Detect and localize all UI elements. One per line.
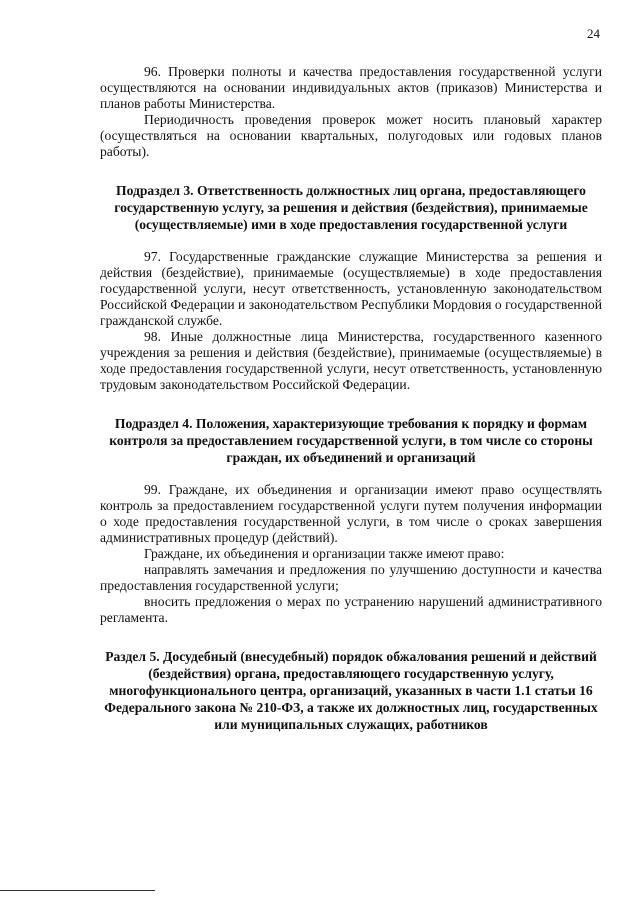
paragraph-remarks: направлять замечания и предложения по улучшению доступности и качества предоставления государственной услуги; (100, 562, 602, 593)
paragraph-rights: Граждане, их объединения и организации также имеют право: (144, 546, 505, 561)
paragraph-96: 96. Проверки полноты и качества предоставления государственной услуги осуществляются на основании индивидуальных актов (приказов) Министерства и планов работы Министерства. (100, 64, 602, 111)
footer-rule (0, 890, 155, 891)
paragraph-98: 98. Иные должностные лица Министерства, государственного казенного учреждения за решения и действия (бездействие), принимаемые (осуществляемые) в ходе предоставления государственной услуги, несут ответственность, установленную трудовым законодательством Российской Федерации. (100, 329, 602, 392)
page-content (100, 0, 602, 733)
paragraph-97: 97. Государственные гражданские служащие Министерства за решения и действия (бездействие), принимаемые (осуществляемые) в ходе предоставления государственной услуги, несут ответственность, установленную законодательством Российской Федерации и законодательством Республики Мордовия о государственной гражданской службе. (100, 249, 602, 328)
section-5-heading: Раздел 5. Досудебный (внесудебный) порядок обжалования решений и действий (бездействия) органа, предоставляющего государственную услугу, многофункционального центра, организаций, указанных в части 1.1 статьи 16 Федерального закона № 210-ФЗ, а также их должностных лиц, государственных или муниципальных служащих, работников (104, 649, 598, 732)
page-number: 24 (587, 26, 600, 41)
paragraph-99: 99. Граждане, их объединения и организации имеют право осуществлять контроль за предоставлением государственной услуги путем получения информации о ходе предоставления государственной услуги, в том числе о сроках завершения административных процедур (действий). (100, 482, 602, 545)
paragraph-proposals: вносить предложения о мерах по устранению нарушений административного регламента. (100, 594, 602, 625)
subsection-4-heading: Подраздел 4. Положения, характеризующие требования к порядку и формам контроля за предоставлением государственной услуги, в том числе со стороны граждан, их объединений и организаций (109, 416, 593, 465)
subsection-3-heading: Подраздел 3. Ответственность должностных лиц органа, предоставляющего государственную услугу, за решения и действия (бездействия), принимаемые (осуществляемые) ими в ходе предоставления государственной услуги (114, 183, 588, 232)
paragraph-periodicity: Периодичность проведения проверок может носить плановый характер (осуществляться на основании квартальных, полугодовых или годовых планов работы). (100, 112, 602, 159)
